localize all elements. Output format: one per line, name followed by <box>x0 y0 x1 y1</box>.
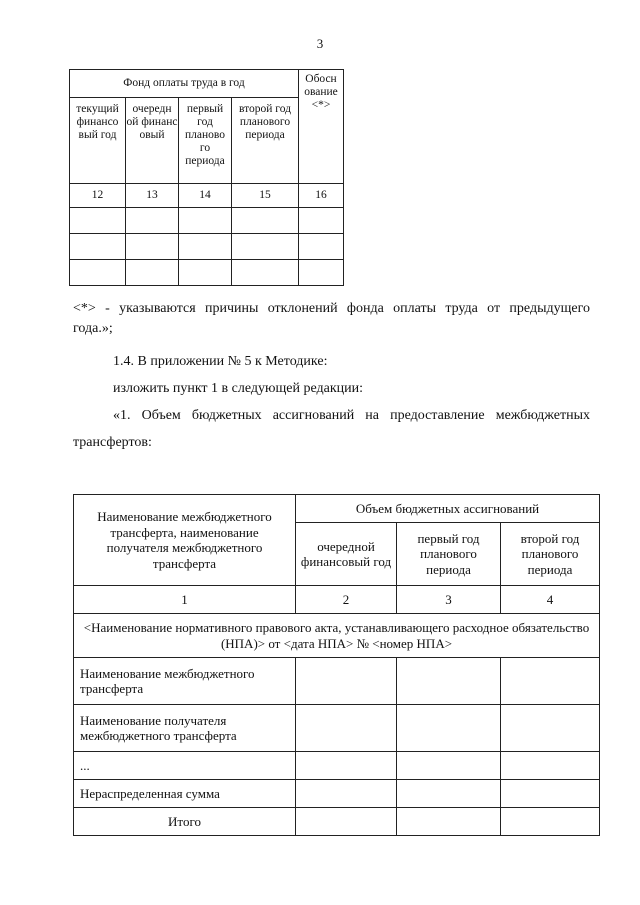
volume-header: Объем бюджетных ассигнований <box>296 495 600 523</box>
total-label: Итого <box>74 808 296 836</box>
next-year-header: очередн ой финанс овый <box>126 98 179 184</box>
page-number: 3 <box>316 36 324 51</box>
second-plan-year-header: второй год планового периода <box>232 98 299 184</box>
budget-allocation-table <box>73 494 600 836</box>
next-year-header: очередной финансовый год <box>296 523 397 586</box>
paragraph-quote-line-2: трансфертов: <box>73 435 152 450</box>
first-plan-year-header: первый год планового периода <box>397 523 501 586</box>
wage-fund-table <box>69 69 344 286</box>
paragraph-1-4: 1.4. В приложении № 5 к Методике: <box>113 354 328 369</box>
table-row <box>74 705 600 752</box>
current-year-header: текущий финансо вый год <box>70 98 126 184</box>
row-label: ... <box>74 752 296 780</box>
first-plan-year-header: первый год планово го периода <box>179 98 232 184</box>
second-plan-year-header: второй год планового периода <box>501 523 600 586</box>
column-number: 3 <box>397 586 501 614</box>
row-label: Наименование межбюджетного трансферта <box>74 658 296 705</box>
name-header: Наименование межбюджетного трансферта, наименование получателя межбюджетного трансферта <box>74 495 296 586</box>
table-row <box>74 752 600 780</box>
table-row <box>74 780 600 808</box>
footnote-line-1: <*> - указываются причины отклонений фонда оплаты труда от предыдущего <box>73 301 590 316</box>
wage-fund-group-header: Фонд оплаты труда в год <box>70 70 299 98</box>
footnote-line-2: года.»; <box>73 321 113 336</box>
total-row <box>74 808 600 836</box>
column-number: 2 <box>296 586 397 614</box>
column-number: 12 <box>70 184 126 208</box>
column-number: 15 <box>232 184 299 208</box>
column-number: 16 <box>299 184 344 208</box>
paragraph-quote-line-1: «1. Объем бюджетных ассигнований на предоставление межбюджетных <box>113 408 590 423</box>
npa-row: <Наименование нормативного правового акта, устанавливающего расходное обязательство (НПА)> от <дата НПА> № <номер НПА> <box>74 614 600 658</box>
paragraph-instruction: изложить пункт 1 в следующей редакции: <box>113 381 363 396</box>
row-label: Наименование получателя межбюджетного трансферта <box>74 705 296 752</box>
column-number: 14 <box>179 184 232 208</box>
justification-header: Обосн ование <*> <box>299 70 344 184</box>
column-number: 4 <box>501 586 600 614</box>
row-label: Нераспределенная сумма <box>74 780 296 808</box>
column-number: 13 <box>126 184 179 208</box>
column-number: 1 <box>74 586 296 614</box>
table-row <box>74 658 600 705</box>
